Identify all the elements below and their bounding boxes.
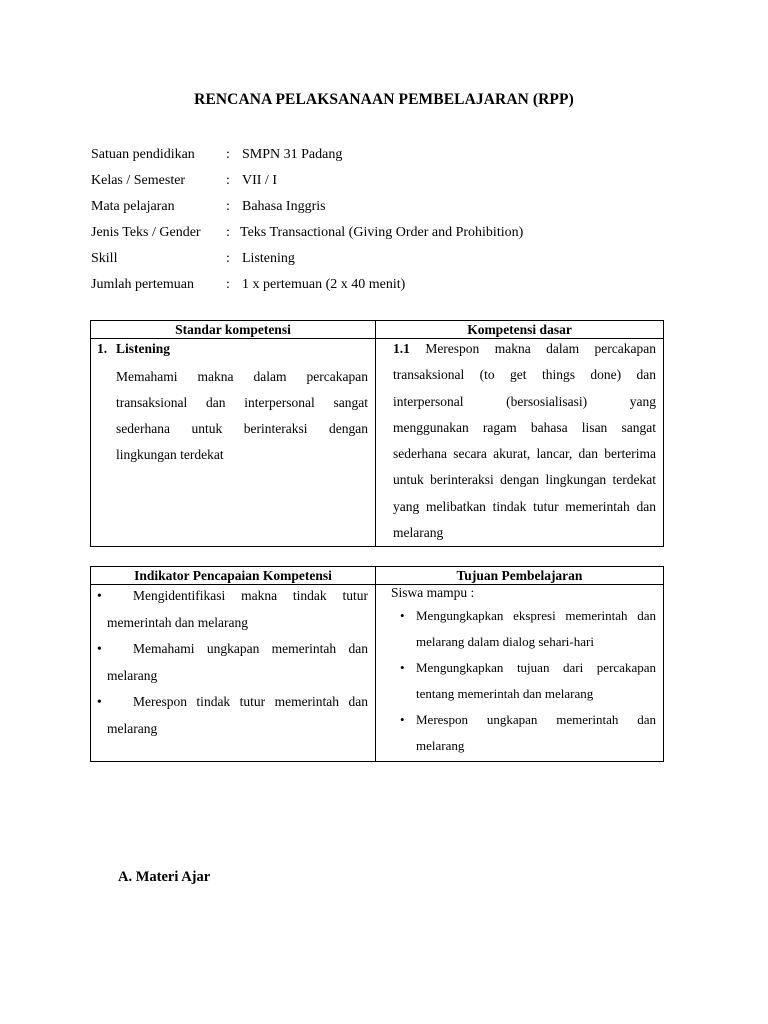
kd-paragraph [393, 336, 656, 546]
bullet-icon: • [400, 608, 405, 623]
bullet-icon: • [400, 660, 405, 675]
kd-text: Merespon makna dalam percakapan transaksional (to get things done) dan interpersonal (bersosialisasi) yang menggunakan ragam bahasa lisan sangat sederhana secara akurat, lancar, dan berterima untuk berinteraksi dengan lingkungan terdekat yang melibatkan tindak tutur memerintah dan melarang [393, 341, 657, 541]
info-label: Mata pelajaran [91, 199, 175, 214]
indicator-item [91, 636, 368, 689]
info-colon: : [226, 199, 230, 214]
bullet-icon: • [400, 712, 405, 727]
info-value: Bahasa Inggris [242, 199, 326, 214]
competency-table [90, 320, 664, 547]
sk-number: 1. [97, 341, 108, 356]
info-label: Jenis Teks / Gender [91, 225, 201, 240]
indicator-item [91, 689, 368, 742]
indicator-item [91, 583, 368, 636]
info-colon: : [226, 251, 230, 266]
info-colon: : [226, 225, 230, 240]
indikator-cell [91, 585, 376, 762]
indicator-text: Merespon tindak tutur memerintah dan melarang [107, 694, 368, 736]
sk-heading [97, 341, 375, 357]
indicator-table [90, 566, 664, 762]
bullet-icon: • [97, 641, 102, 656]
goal-item [376, 707, 656, 759]
info-value: Listening [242, 251, 295, 266]
indicator-text: Memahami ungkapan memerintah dan melarang [107, 641, 368, 683]
goals-list [376, 603, 656, 759]
goal-text: Mengungkapkan tujuan dari percakapan tentang memerintah dan melarang [416, 660, 656, 701]
sk-text: Memahami makna dalam percakapan transaksional dan interpersonal sangat sederhana untuk berinteraksi dengan lingkungan terdekat [116, 369, 368, 462]
info-label: Skill [91, 251, 118, 266]
goals-intro: Siswa mampu : [391, 585, 475, 600]
info-label: Satuan pendidikan [91, 147, 195, 162]
indicator-text: Mengidentifikasi makna tindak tutur memerintah dan melarang [107, 588, 368, 630]
kd-number: 1.1 [393, 341, 410, 356]
section-heading-materi-ajar: A. Materi Ajar [118, 869, 211, 885]
goal-text: Merespon ungkapan memerintah dan melarang [416, 712, 656, 753]
document-title: RENCANA PELAKSANAAN PEMBELAJARAN (RPP) [194, 91, 574, 108]
goal-item [376, 603, 656, 655]
kompetensi-dasar-cell [376, 339, 664, 547]
info-colon: : [226, 277, 230, 292]
sk-title: Listening [116, 341, 171, 356]
info-value: VII / I [242, 173, 277, 188]
info-label: Jumlah pertemuan [91, 277, 195, 292]
indicator-list [91, 583, 368, 742]
header-tujuan: Tujuan Pembelajaran [376, 567, 664, 585]
bullet-icon: • [97, 694, 102, 709]
header-indikator: Indikator Pencapaian Kompetensi [91, 567, 376, 585]
info-value: 1 x pertemuan (2 x 40 menit) [242, 277, 406, 292]
info-value: Teks Transactional (Giving Order and Prohibition) [240, 225, 524, 240]
info-colon: : [226, 173, 230, 188]
goal-text: Mengungkapkan ekspresi memerintah dan melarang dalam dialog sehari-hari [416, 608, 656, 649]
tujuan-cell [376, 585, 664, 762]
info-label: Kelas / Semester [91, 173, 186, 188]
standar-kompetensi-cell [91, 339, 376, 547]
info-colon: : [226, 147, 230, 162]
bullet-icon: • [97, 588, 102, 603]
header-kompetensi-dasar: Kompetensi dasar [376, 321, 664, 339]
info-value: SMPN 31 Padang [242, 147, 343, 162]
goal-item [376, 655, 656, 707]
header-standar-kompetensi: Standar kompetensi [91, 321, 376, 339]
